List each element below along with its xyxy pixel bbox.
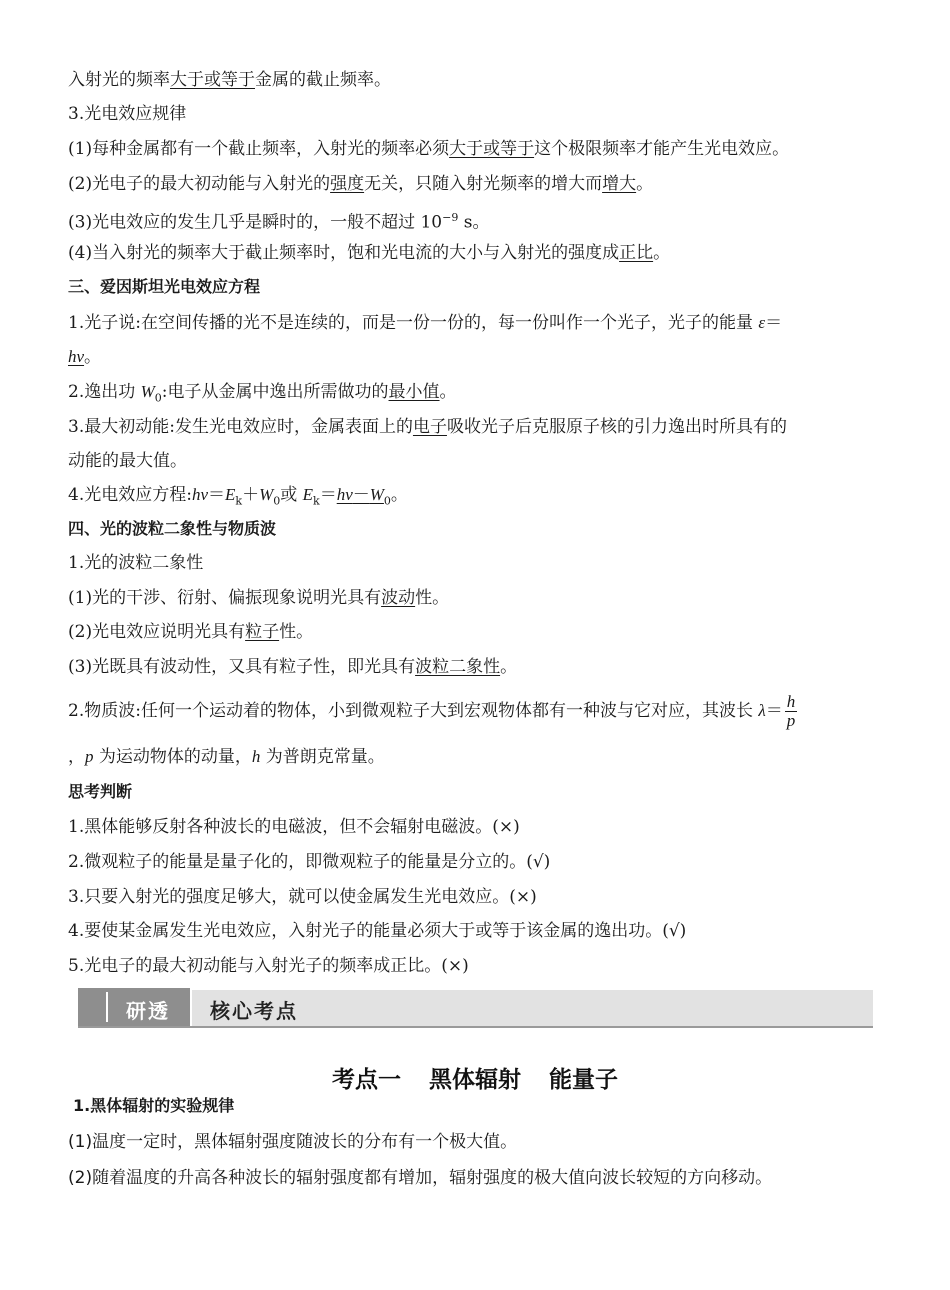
symbol: λ xyxy=(758,701,766,720)
symbol: E xyxy=(225,485,236,504)
title-part: 黑体辐射 xyxy=(429,1067,521,1093)
text: 2.物质波:任何一个运动着的物体，小到微观粒子大到宏观物体都有一种波与它对应，其波长 xyxy=(68,701,759,721)
subheading: 1.光的波粒二象性 xyxy=(68,553,204,573)
banner-title: 核心考点 xyxy=(210,999,298,1023)
section-heading: 三、爱因斯坦光电效应方程 xyxy=(68,277,261,296)
answer-underline: 最小值 xyxy=(388,382,440,402)
text-line xyxy=(68,656,880,678)
denominator: p xyxy=(786,711,796,730)
answer-underline: 正比 xyxy=(619,243,654,263)
judgment-item: 4.要使某金属发生光电效应，入射光子的能量必须大于或等于该金属的逸出功。(√) xyxy=(68,921,687,941)
text: 。 xyxy=(636,174,654,194)
subheading: 1.黑体辐射的实验规律 xyxy=(73,1096,235,1115)
answer-underline: 增大 xyxy=(602,174,637,194)
answer-underline: 波粒二象性 xyxy=(415,657,501,677)
text: 。 xyxy=(500,657,518,677)
answer-underline: 大于或等于 xyxy=(170,70,255,90)
text: 或 xyxy=(280,485,303,505)
text-line xyxy=(68,207,880,234)
text-line xyxy=(68,242,880,264)
symbol: W xyxy=(369,485,384,504)
answer-underline: 大于或等于 xyxy=(449,139,535,159)
judgment-item: 2.微观粒子的能量是量子化的，即微观粒子的能量是分立的。(√) xyxy=(68,852,551,872)
section-heading: 四、光的波粒二象性与物质波 xyxy=(68,519,277,538)
text-line: 动能的最大值。 xyxy=(68,451,187,471)
text: 1.光子说:在空间传播的光不是连续的，而是一份一份的，每一份叫作一个光子，光子的能量 xyxy=(68,313,759,333)
banner-background xyxy=(78,990,873,1028)
text: 性。 xyxy=(415,588,450,608)
text: (3)光电效应的发生几乎是瞬时的，一般不超过 10 xyxy=(68,212,443,233)
text: :电子从金属中逸出所需做功的 xyxy=(161,382,389,402)
answer-underline: hν xyxy=(68,347,85,366)
answer-underline: 强度 xyxy=(330,174,365,194)
text: ＝ xyxy=(208,485,225,505)
text: ＋ xyxy=(242,485,260,505)
banner-tab-label: 研透 xyxy=(126,999,170,1023)
banner-divider xyxy=(106,992,108,1022)
exponent: −9 xyxy=(442,211,459,224)
title-part: 考点一 xyxy=(332,1067,401,1093)
subscript: 0 xyxy=(154,391,162,405)
text: (3)光既具有波动性，又具有粒子性，即光具有 xyxy=(68,657,416,677)
text: 。 xyxy=(653,243,671,263)
answer-underline xyxy=(336,485,391,508)
text: (1)每种金属都有一个截止频率，入射光的频率必须 xyxy=(68,139,450,159)
text-line xyxy=(68,138,880,160)
subscript: k xyxy=(313,494,320,508)
text: s。 xyxy=(458,212,490,233)
subscript: k xyxy=(235,494,243,508)
text: ＝ xyxy=(765,313,783,333)
text: 入射光的频率 xyxy=(68,70,170,90)
text: ， xyxy=(68,747,85,767)
text: － xyxy=(352,485,370,505)
text: 无关，只随入射光频率的增大而 xyxy=(364,174,603,194)
judgment-item: 1.黑体能够反射各种波长的电磁波，但不会辐射电磁波。(×) xyxy=(68,817,520,837)
answer-underline: 粒子 xyxy=(245,622,280,642)
text: 2.逸出功 xyxy=(68,382,141,402)
text-line xyxy=(68,587,880,609)
text-line xyxy=(68,484,880,512)
fraction xyxy=(785,693,798,730)
text: (2)光电效应说明光具有 xyxy=(68,622,246,642)
symbol: W xyxy=(259,485,274,504)
text-line xyxy=(68,693,880,730)
text-line: (2)随着温度的升高各种波长的辐射强度都有增加，辐射强度的极大值向波长较短的方向移动。 xyxy=(68,1168,773,1188)
text: 这个极限频率才能产生光电效应。 xyxy=(534,139,790,159)
text: 为运动物体的动量， xyxy=(93,747,252,767)
text-line: (1)温度一定时，黑体辐射强度随波长的分布有一个极大值。 xyxy=(68,1132,518,1152)
text-line xyxy=(68,746,880,768)
numerator: h xyxy=(786,692,796,711)
title-part: 能量子 xyxy=(549,1067,618,1093)
symbol: hν xyxy=(336,485,353,504)
text: ＝ xyxy=(319,485,337,505)
text: 性。 xyxy=(279,622,314,642)
text-line xyxy=(68,416,880,438)
text-line xyxy=(68,621,880,643)
symbol: h xyxy=(251,747,261,766)
text-line xyxy=(68,346,880,368)
symbol: E xyxy=(302,485,314,504)
subheading: 3.光电效应规律 xyxy=(68,104,187,124)
symbol: p xyxy=(85,747,94,766)
text: 。 xyxy=(439,382,457,402)
subscript: 0 xyxy=(273,494,281,508)
answer-underline: 波动 xyxy=(381,588,416,608)
judgment-item: 3.只要入射光的强度足够大，就可以使金属发生光电效应。(×) xyxy=(68,887,537,907)
symbol: hν xyxy=(191,485,208,504)
text: (1)光的干涉、衍射、偏振现象说明光具有 xyxy=(68,588,382,608)
judgment-item: 5.光电子的最大初动能与入射光子的频率成正比。(×) xyxy=(68,956,469,976)
text: 吸收光子后克服原子核的引力逸出时所具有的 xyxy=(446,417,787,437)
text: (4)当入射光的频率大于截止频率时，饱和光电流的大小与入射光的强度成 xyxy=(68,243,620,263)
answer-underline: 电子 xyxy=(412,417,447,437)
banner-tab xyxy=(78,988,192,1026)
text-line xyxy=(68,312,880,334)
text: 。 xyxy=(84,347,102,367)
think-heading: 思考判断 xyxy=(68,782,133,801)
symbol: W xyxy=(140,382,155,401)
text-line xyxy=(68,173,880,195)
subscript: 0 xyxy=(383,494,391,508)
text-line xyxy=(68,69,880,91)
text: ＝ xyxy=(765,701,783,721)
section-banner xyxy=(78,988,873,1028)
section-title xyxy=(0,1061,950,1094)
text: 3.最大初动能:发生光电效应时，金属表面上的 xyxy=(68,417,413,437)
text: (2)光电子的最大初动能与入射光的 xyxy=(68,174,331,194)
text: 4.光电效应方程: xyxy=(68,485,192,505)
text: 为普朗克常量。 xyxy=(260,747,385,767)
text: 金属的截止频率。 xyxy=(255,70,391,90)
text: 。 xyxy=(390,485,408,505)
text-line xyxy=(68,381,880,409)
symbol: ε xyxy=(758,313,766,332)
